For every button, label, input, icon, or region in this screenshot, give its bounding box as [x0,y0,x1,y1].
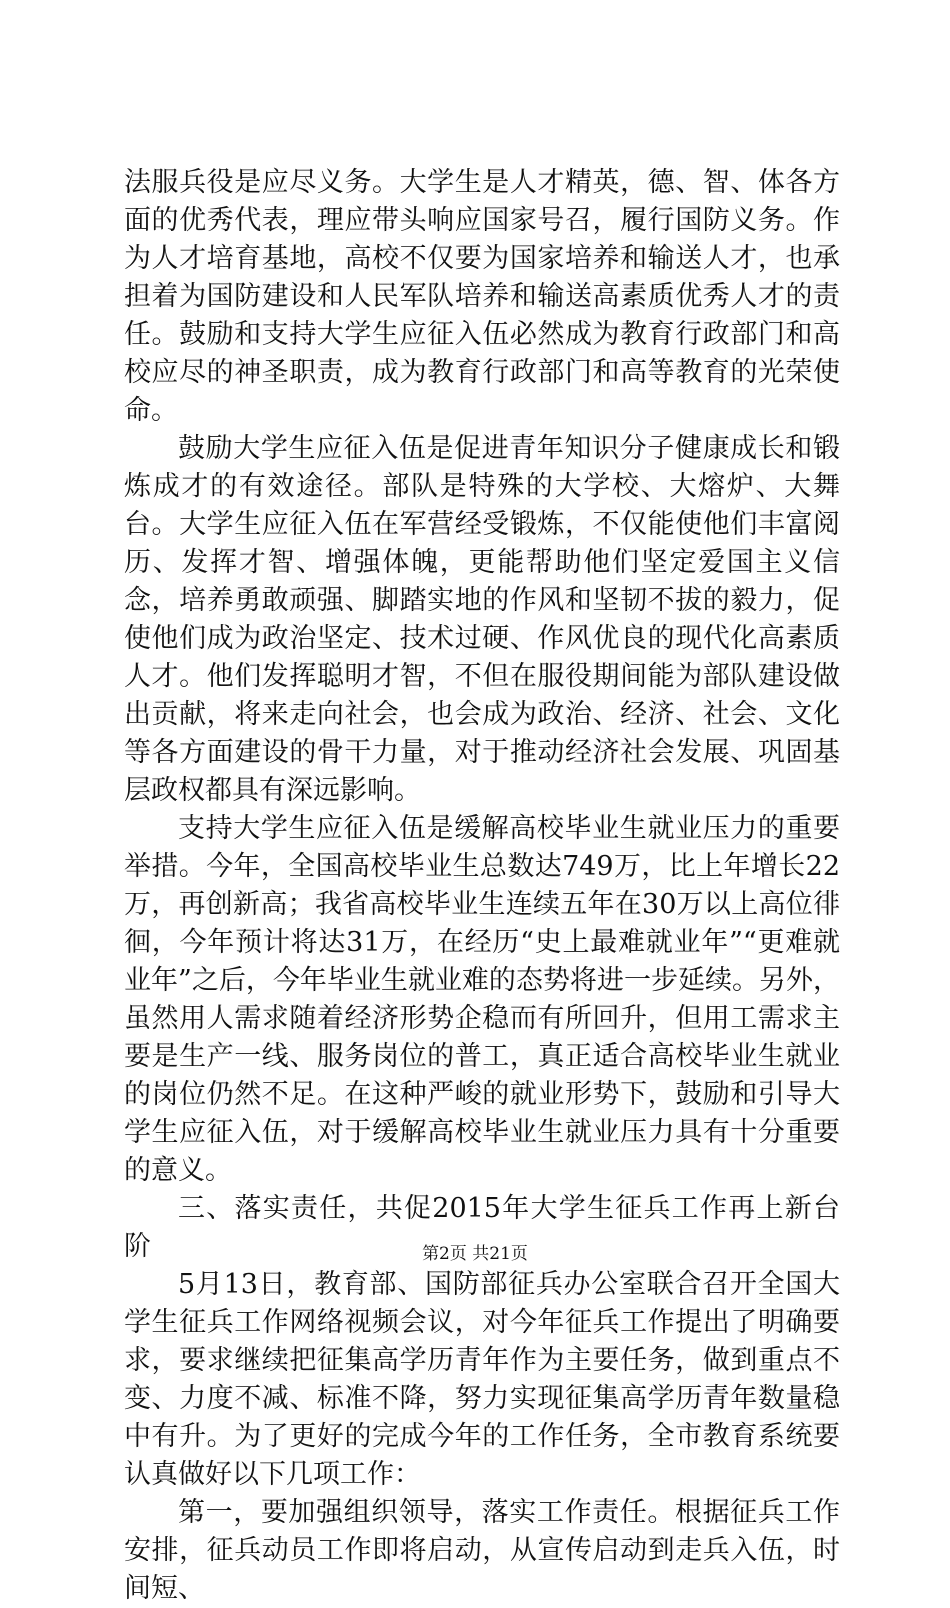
paragraph-5: 第一，要加强组织领导，落实工作责任。根据征兵工作安排，征兵动员工作即将启动，从宣传启动到走兵入伍，时间短、 [124,1497,840,1604]
section-heading: 三、落实责任，共促2015年大学生征兵工作再上新台阶 [124,1193,840,1262]
paragraph-4: 5月13日，教育部、国防部征兵办公室联合召开全国大学生征兵工作网络视频会议，对今年征兵工作提出了明确要求，要求继续把征集高学历青年作为主要任务，做到重点不变、力度不减、标准不降，努力实现征集高学历青年数量稳中有升。为了更好的完成今年的工作任务，全市教育系统要认真做好以下几项工作： [124,1269,840,1490]
paragraph-3: 支持大学生应征入伍是缓解高校毕业生就业压力的重要举措。今年，全国高校毕业生总数达749万，比上年增长22万，再创新高；我省高校毕业生连续五年在30万以上高位徘徊，今年预计将达31万，在经历“史上最难就业年”“更难就业年”之后，今年毕业生就业难的态势将进一步延续。另外，虽然用人需求随着经济形势企稳而有所回升，但用工需求主要是生产一线、服务岗位的普工，真正适合高校毕业生就业的岗位仍然不足。在这种严峻的就业形势下，鼓励和引导大学生应征入伍，对于缓解高校毕业生就业压力具有十分重要的意义。 [124,813,840,1186]
paragraph-2: 鼓励大学生应征入伍是促进青年知识分子健康成长和锻炼成才的有效途径。部队是特殊的大学校、大熔炉、大舞台。大学生应征入伍在军营经受锻炼，不仅能使他们丰富阅历、发挥才智、增强体魄，更能帮助他们坚定爱国主义信念，培养勇敢顽强、脚踏实地的作风和坚韧不拔的毅力，促使他们成为政治坚定、技术过硬、作风优良的现代化高素质人才。他们发挥聪明才智，不但在服役期间能为部队建设做出贡献，将来走向社会，也会成为政治、经济、社会、文化等各方面建设的骨干力量，对于推动经济社会发展、巩固基层政权都具有深远影响。 [124,433,840,806]
paragraph-1: 法服兵役是应尽义务。大学生是人才精英，德、智、体各方面的优秀代表，理应带头响应国家号召，履行国防义务。作为人才培育基地，高校不仅要为国家培养和输送人才，也承担着为国防建设和人民军队培养和输送高素质优秀人才的责任。鼓励和支持大学生应征入伍必然成为教育行政部门和高校应尽的神圣职责，成为教育行政部门和高等教育的光荣使命。 [124,167,840,426]
page-number-footer: 第2页 共21页 [422,1244,528,1264]
document-body [124,164,840,1608]
